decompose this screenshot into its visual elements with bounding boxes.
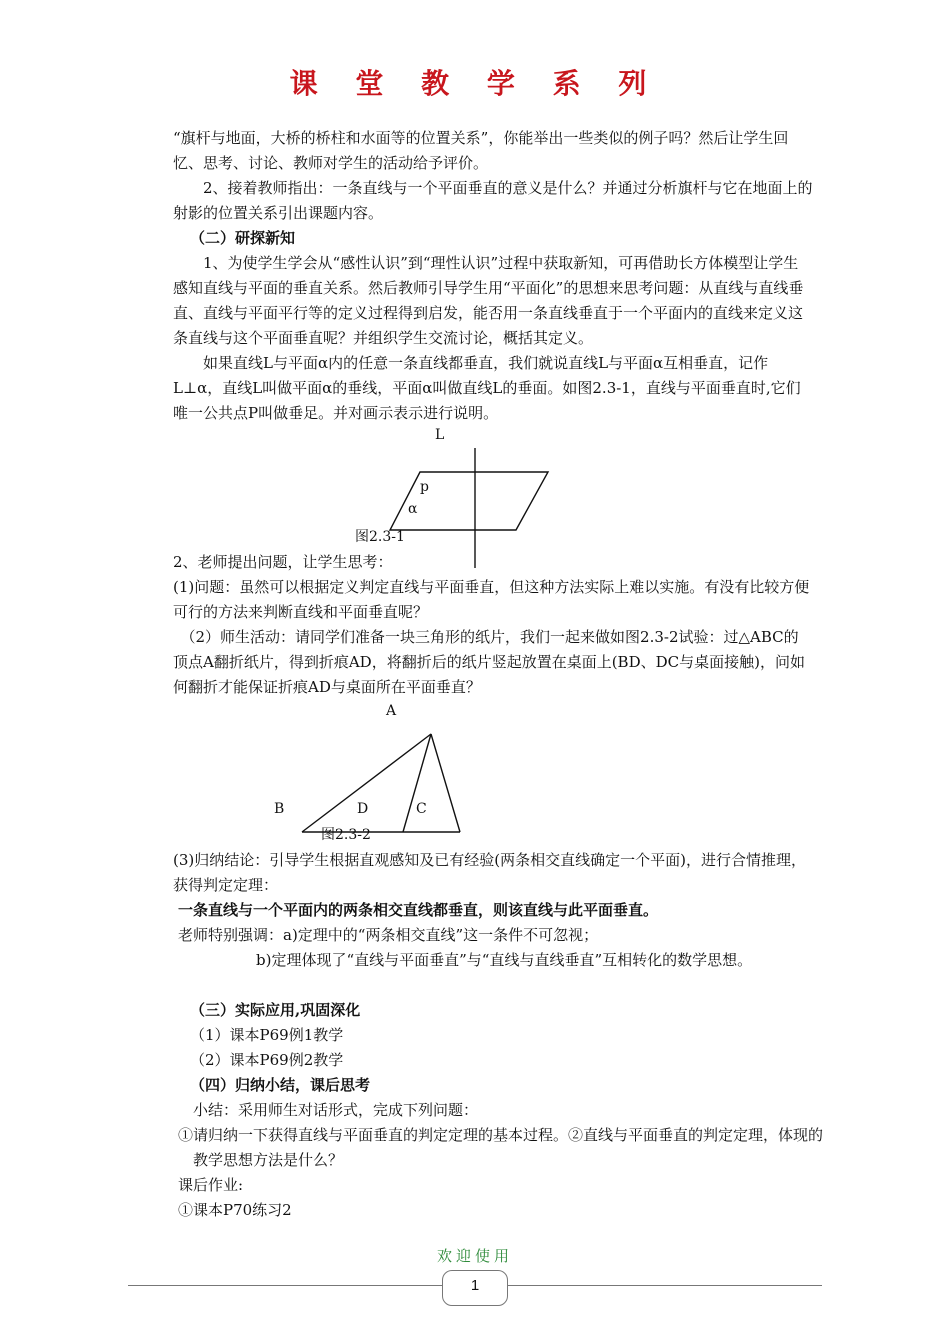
figure-triangle-fold bbox=[290, 720, 480, 845]
paragraph-activity: （2）师生活动：请同学们准备一块三角形的纸片，我们一起来做如图2.3-2试验：过△ABC的顶点A翻折纸片，得到折痕AD，将翻折后的纸片竖起放置在桌面上(BD、DC与桌面接触)，问如何翻折才能保证折痕AD与桌面所在平面垂直？ bbox=[173, 628, 805, 696]
figure2-label-D: D bbox=[357, 801, 369, 817]
figure1-label-alpha: α bbox=[408, 501, 418, 517]
page-title: 课 堂 教 学 系 列 bbox=[289, 67, 661, 100]
summary-questions: ①请归纳一下获得直线与平面垂直的判定定理的基本过程。②直线与平面垂直的判定定理，体现的教学思想方法是什么？ bbox=[178, 1126, 824, 1169]
page-number: 1 bbox=[442, 1270, 508, 1306]
summary-intro: 小结：采用师生对话形式，完成下列问题： bbox=[193, 1101, 479, 1119]
figure2-label-A: A bbox=[386, 703, 397, 719]
paragraph-conclusion: (3)归纳结论：引导学生根据直观感知及已有经验(两条相交直线确定一个平面)，进行合情推理，获得判定定理： bbox=[173, 851, 806, 894]
paragraph-2: 2、接着教师指出：一条直线与一个平面垂直的意义是什么？并通过分析旗杆与它在地面上的射影的位置关系引出课题内容。 bbox=[173, 179, 813, 222]
figure1-label-L: L bbox=[435, 427, 445, 443]
homework-item: ①课本P70练习2 bbox=[178, 1201, 292, 1219]
homework-heading: 课后作业: bbox=[178, 1176, 244, 1194]
footer-welcome: 欢迎使用 bbox=[436, 1247, 513, 1265]
paragraph-question-1: (1)问题：虽然可以根据定义判定直线与平面垂直，但这种方法实际上难以实施。有没有比较方便可行的方法来判断直线和平面垂直呢？ bbox=[173, 578, 810, 621]
paragraph-intro: “旗杆与地面，大桥的桥柱和水面等的位置关系”，你能举出一些类似的例子吗？然后让学生回忆、思考、讨论、教师对学生的活动给予评价。 bbox=[173, 129, 789, 172]
figure1-caption: 图2.3-1 bbox=[355, 529, 405, 545]
paragraph-definition: 如果直线L与平面α内的任意一条直线都垂直，我们就说直线L与平面α互相垂直，记作L⊥α，直线L叫做平面α的垂线，平面α叫做直线L的垂面。如图2.3-1，直线与平面垂直时,它们唯一公共点P叫做垂足。并对画示表示进行说明。 bbox=[173, 354, 801, 422]
figure2-label-C: C bbox=[416, 801, 427, 817]
figure2-caption: 图2.3-2 bbox=[321, 827, 371, 843]
teacher-emphasis-b: b)定理体现了“直线与平面垂直”与“直线与直线垂直”互相转化的数学思想。 bbox=[256, 951, 753, 969]
theorem-statement: 一条直线与一个平面内的两条相交直线都垂直，则该直线与此平面垂直。 bbox=[178, 901, 659, 919]
teacher-emphasis-a: 老师特别强调：a)定理中的“两条相交直线”这一条件不可忽视； bbox=[178, 926, 599, 944]
list-item-example-2: （2）课本P69例2教学 bbox=[190, 1051, 344, 1069]
figure2-label-B: B bbox=[274, 801, 285, 817]
paragraph-question-intro: 2、老师提出问题，让学生思考： bbox=[173, 553, 393, 571]
section-heading-3: （三）实际应用,巩固深化 bbox=[190, 1001, 361, 1019]
list-item-example-1: （1）课本P69例1教学 bbox=[190, 1026, 344, 1044]
figure1-label-P: p bbox=[420, 479, 429, 495]
section-heading-4: （四）归纳小结，课后思考 bbox=[190, 1076, 371, 1094]
paragraph-3: 1、为使学生学会从“感性认识”到“理性认识”过程中获取新知，可再借助长方体模型让学生感知直线与平面的垂直关系。然后教师引导学生用“平面化”的思想来思考问题：从直线与直线垂直、直线与平面平行等的定义过程得到启发，能否用一条直线垂直于一个平面内的直线来定义这条直线与这个平面垂直呢？并组织学生交流讨论，概括其定义。 bbox=[173, 254, 804, 347]
section-heading-2: （二）研探新知 bbox=[190, 229, 296, 247]
